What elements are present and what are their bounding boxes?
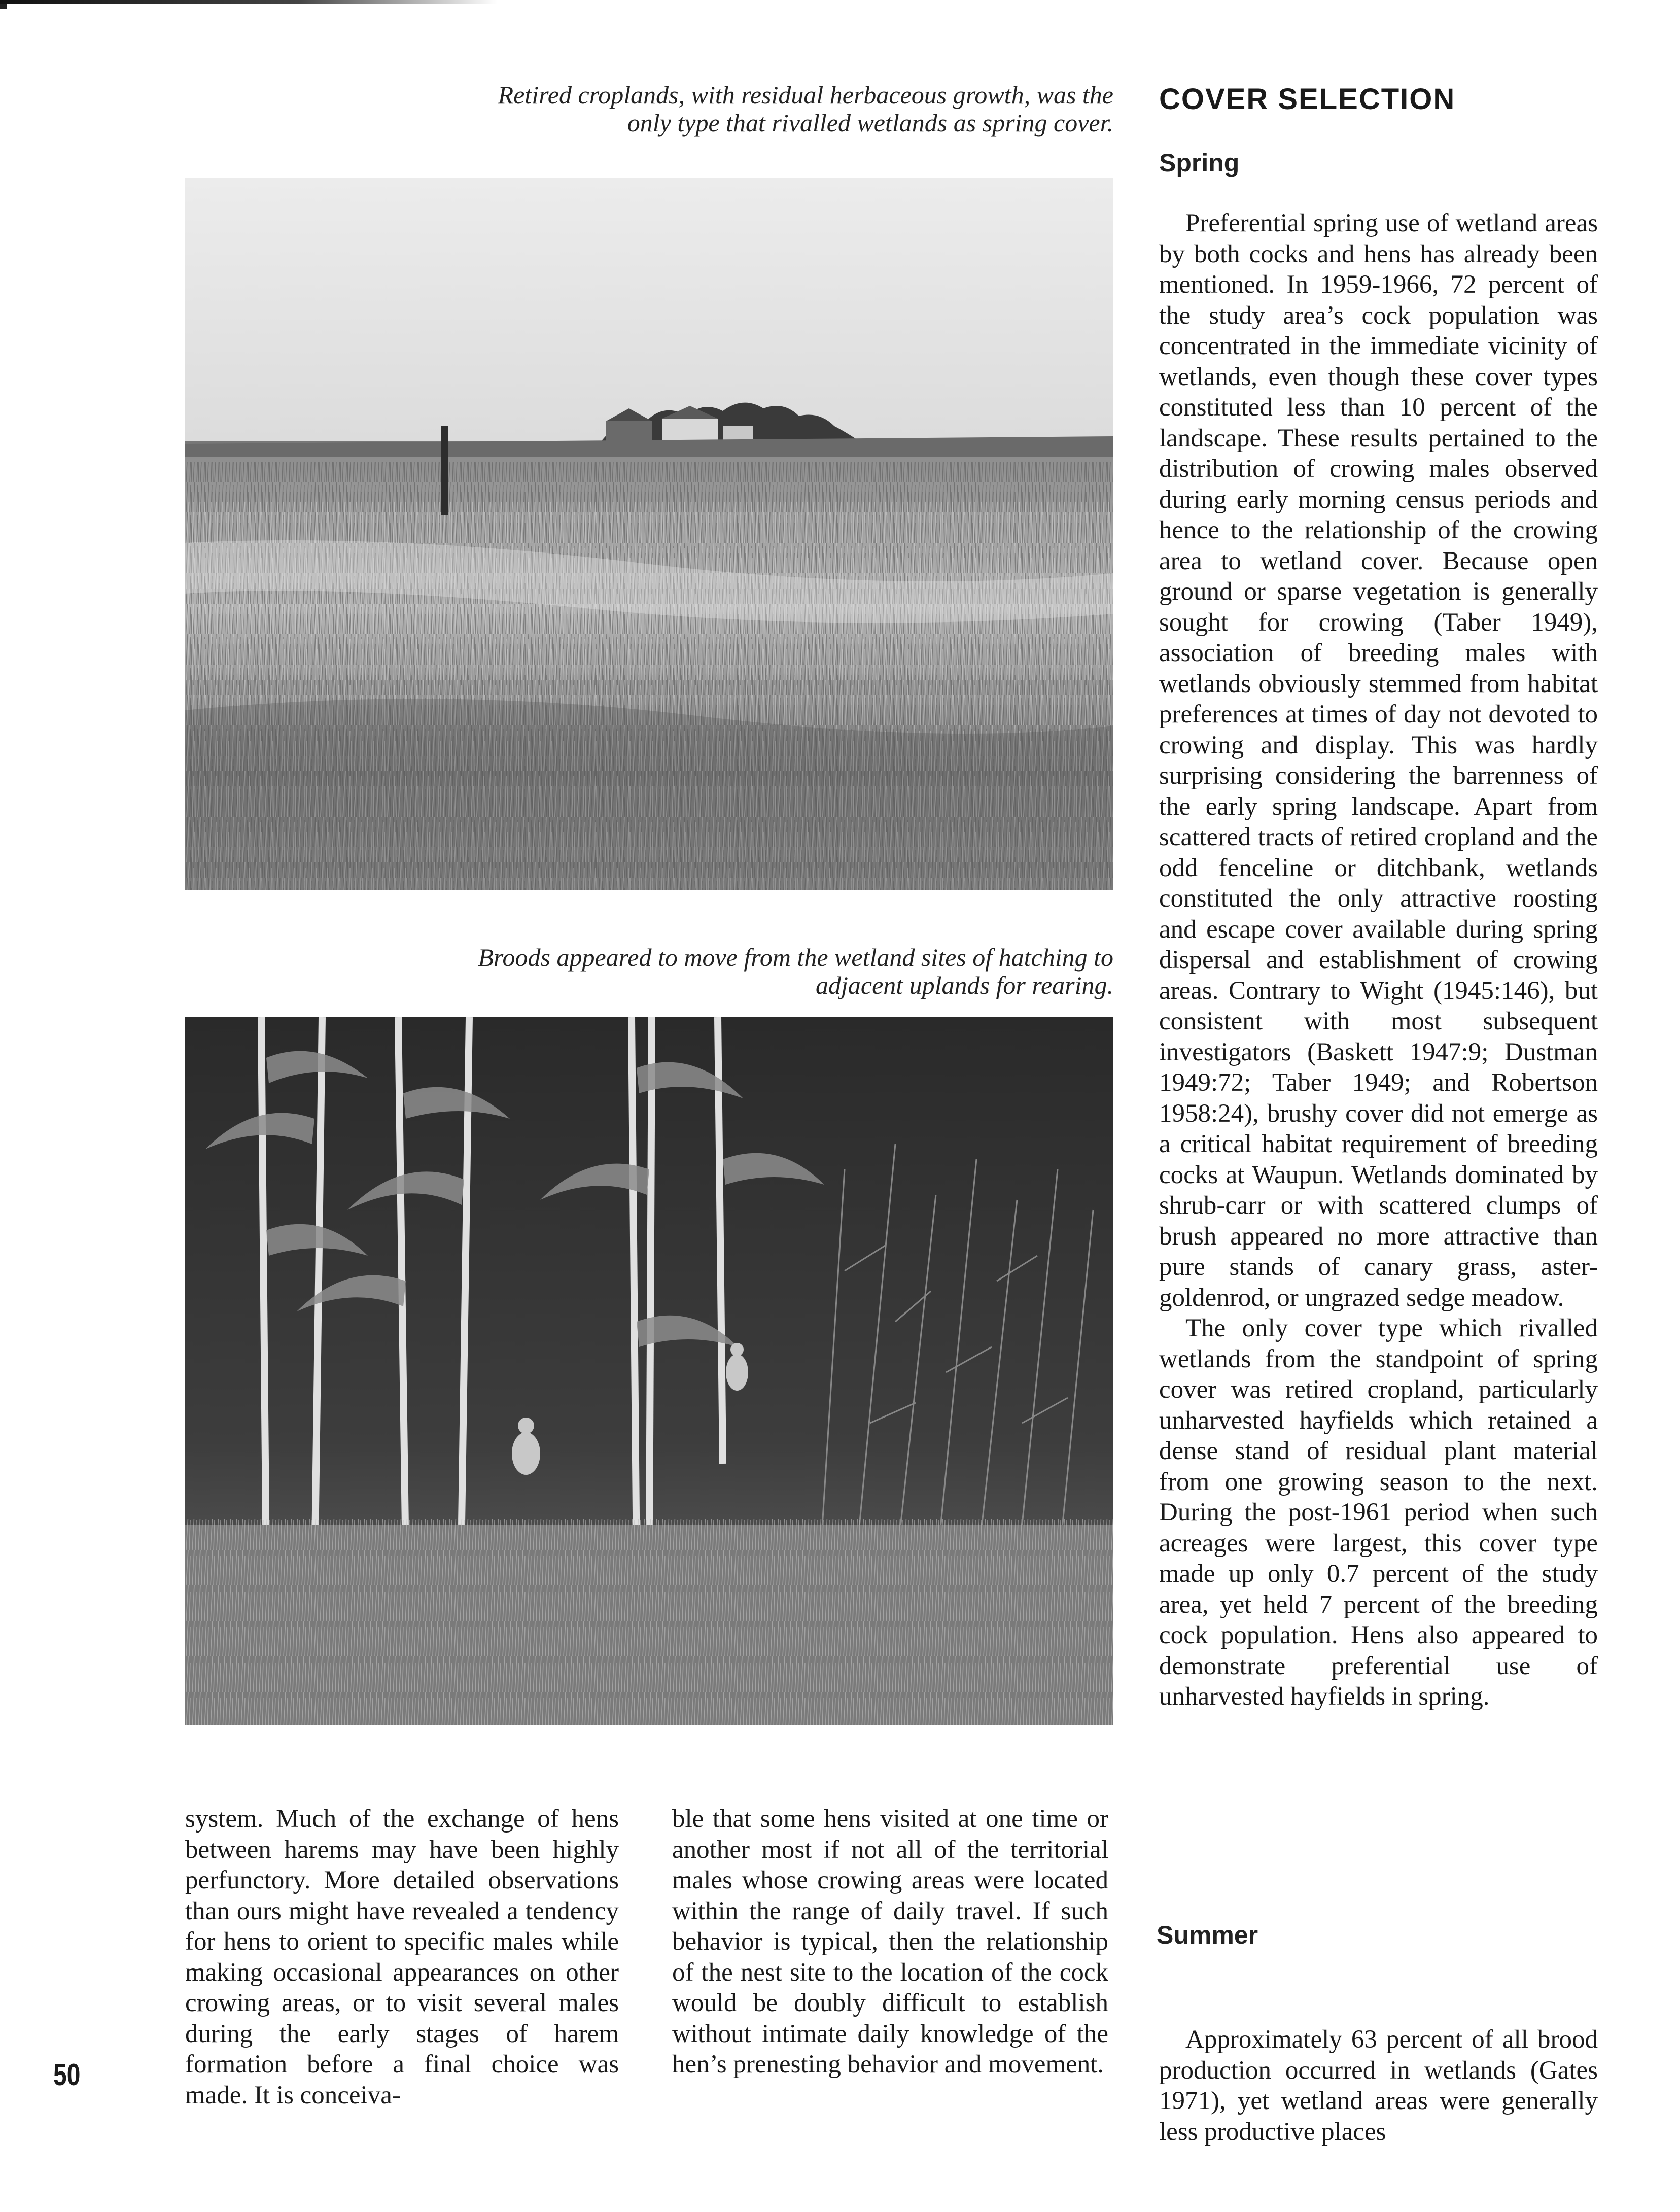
body-text-left-column-1: [185, 1804, 619, 2111]
summer-text-column: [1159, 2024, 1598, 2147]
photo2-caption: Broods appeared to move from the wetland sites of hatching to adjacent uplands for rearing.: [478, 943, 1113, 999]
retired-cropland-photo: [185, 178, 1113, 890]
summer-paragraph-1: Approximately 63 percent of all brood production occurred in wetlands (Gates 1971), yet wetland areas were generally less productive places: [1159, 2025, 1598, 2146]
corn-field-brood-photo: [185, 1017, 1113, 1725]
spring-paragraph-2: The only cover type which rivalled wetlands from the standpoint of spring cover was retired cropland, particularly unharvested hayfields which retained a dense stand of residual plant material from one growing season to the next. During the post-1961 period when such acreages were largest, this cover type made up only 0.7 percent of the study area, yet held 7 percent of the breeding cock population. Hens also appeared to demonstrate preferential use of unharvested hayfields in spring.: [1159, 1314, 1598, 1711]
summer-heading: Summer: [1157, 1921, 1258, 1949]
spring-paragraph-1: Preferential spring use of wetland areas by both cocks and hens has already been mentioned. In 1959-1966, 72 percent of the study area’s cock population was concentrated in the immediate vicinity of wetlands, even though these cover types constituted less than 10 percent of the landscape. These results pertained to the distribution of crowing males observed during early morning census periods and hence to the relationship of the crowing area to wetland cover. Because open ground or sparse vegetation is generally sought for crowing (Taber 1949), association of breeding males with wetlands obviously stemmed from habitat preferences at times of day not devoted to crowing and display. This was hardly surprising considering the barrenness of the early spring landscape. Apart from scattered tracts of retired cropland and the odd fenceline or ditchbank, wetlands constituted the only attractive roosting and escape cover available during spring dispersal and establishment of crowing areas. Contrary to Wight (1945:146), but consistent with most subsequent investigators (Baskett 1947:9; Dustman 1949:72; Taber 1949; and Robertson 1958:24), brushy cover did not emerge as a critical habitat requirement of breeding cocks at Waupun. Wetlands dominated by shrub-carr or with scattered clumps of brush appeared no more attractive than pure stands of canary grass, aster-goldenrod, or ungrazed sedge meadow.: [1159, 209, 1598, 1312]
spring-text-column: [1159, 208, 1598, 1712]
corner-mark: [0, 4, 7, 9]
section-title: COVER SELECTION: [1159, 83, 1456, 116]
page-number: 50: [53, 2058, 81, 2092]
fence-post: [441, 426, 448, 515]
spring-heading: Spring: [1159, 149, 1240, 177]
photo1-caption: Retired croplands, with residual herbaceous growth, was the only type that rivalled wetlands as spring cover.: [498, 81, 1113, 137]
paragraph: system. Much of the exchange of hens between harems may have been highly perfunctory. More detailed observations than ours might have revealed a tendency for hens to orient to specific males while making occasional appearances on other crowing areas, or to visit several males during the early stages of harem formation before a final choice was made. It is conceiva-: [185, 1805, 619, 2110]
body-text-left-column-2: [672, 1804, 1108, 2080]
top-edge-rule: [0, 0, 497, 4]
paragraph: ble that some hens visited at one time or another most if not all of the territorial males whose crowing areas were located within the range of daily travel. If such behavior is typical, then the relationship of the nest site to the location of the cock would be doubly difficult to establish without intimate daily knowledge of the hen’s prenesting behavior and movement.: [672, 1805, 1108, 2079]
